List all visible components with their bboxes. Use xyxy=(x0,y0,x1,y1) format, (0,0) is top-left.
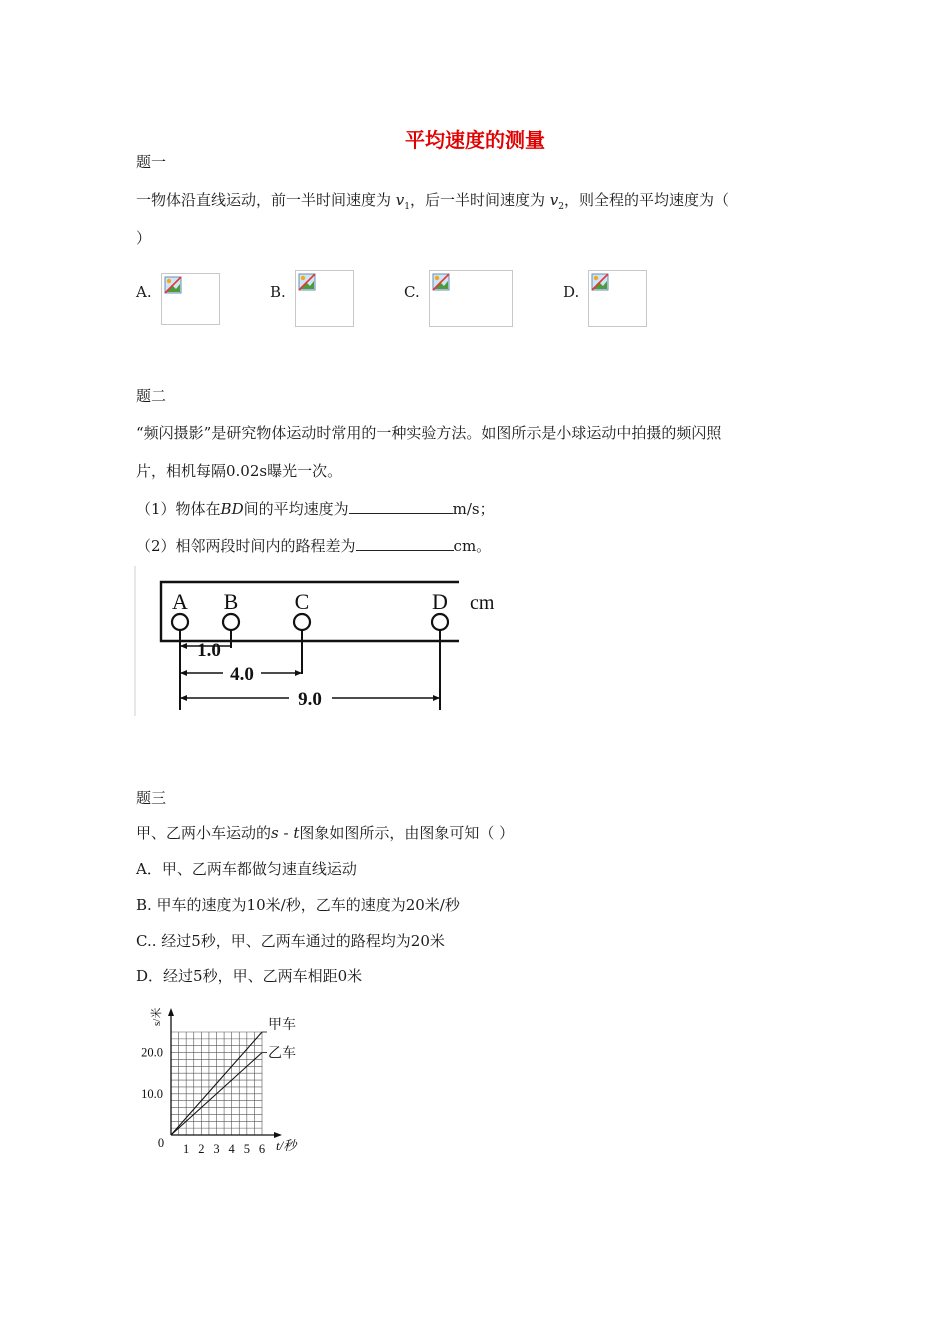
broken-image-icon xyxy=(164,276,182,294)
point-label-b: B xyxy=(223,589,239,614)
point-label-a: A xyxy=(172,589,188,614)
q3-stem-b: 图象如图所示，由图象可知（ ） xyxy=(299,824,515,842)
q2-sub2 xyxy=(136,535,491,556)
point-label-d: D xyxy=(432,589,448,614)
q1-option-a-label: A. xyxy=(136,283,152,301)
q1-option-b-label: B. xyxy=(270,283,286,301)
ball-d xyxy=(432,614,448,630)
y-tick-label: 10.0 xyxy=(141,1086,163,1101)
q1-option-d-label: D. xyxy=(563,283,580,301)
broken-image-icon xyxy=(298,273,316,291)
q2-answer-blank-1[interactable] xyxy=(349,500,453,514)
chart-series xyxy=(171,1032,267,1135)
dim-arrow-ac-left xyxy=(180,670,187,676)
broken-image-icon xyxy=(591,273,609,291)
q2-sub2-unit: cm。 xyxy=(453,537,492,555)
q3-stem-dash: - xyxy=(278,824,294,842)
q2-sub1-post: 间的平均速度为 xyxy=(243,500,349,518)
q1-v1: v xyxy=(395,191,405,209)
q1-stem-a: 一物体沿直线运动，前一半时间速度为 xyxy=(136,191,396,209)
q2-line2: 片，相机每隔0.02s曝光一次。 xyxy=(136,462,343,480)
strobe-photo-figure xyxy=(134,566,504,718)
q2-answer-blank-2[interactable] xyxy=(356,537,454,551)
page-title: 平均速度的测量 xyxy=(405,128,545,152)
q1-v1-sub: 1 xyxy=(404,202,410,212)
q1-stem-end: ） xyxy=(136,229,152,247)
x-tick-label: 4 xyxy=(228,1142,235,1156)
q2-heading: 题二 xyxy=(136,387,167,405)
q2-sub1-unit: m/s； xyxy=(452,500,495,518)
x-tick-label: 1 xyxy=(183,1142,190,1156)
q1-v2: v xyxy=(549,191,559,209)
q3-stem-t: t xyxy=(293,824,300,842)
dim-arrow-ab-left xyxy=(180,643,187,649)
x-axis-label: t/秒 xyxy=(276,1138,297,1153)
q1-option-a-image xyxy=(161,273,220,325)
q3-option-c: C.. 经过5秒，甲、乙两车通过的路程均为20米 xyxy=(136,932,445,950)
q2-sub1 xyxy=(136,498,495,519)
broken-image-icon xyxy=(432,273,450,291)
q3-stem-a: 甲、乙两小车运动的 xyxy=(136,824,272,842)
y-tick-label: 20.0 xyxy=(141,1045,163,1060)
ball-c xyxy=(294,614,310,630)
x-tick-label: 5 xyxy=(243,1142,250,1156)
dim-arrow-ad-right xyxy=(433,695,440,701)
q1-stem-b: ，后一半时间速度为 xyxy=(410,191,550,209)
s-t-chart xyxy=(130,1004,320,1164)
q3-stem-s: s xyxy=(271,824,279,842)
q3-option-a: A．甲、乙两车都做匀速直线运动 xyxy=(136,860,357,878)
point-label-c: C xyxy=(294,589,310,614)
q2-sub1-pre: （1）物体在 xyxy=(136,500,221,518)
x-tick-label: 3 xyxy=(213,1142,220,1156)
x-tick-label: 2 xyxy=(198,1142,205,1156)
q3-stem xyxy=(136,822,514,843)
q2-sub2-pre: （2）相邻两段时间内的路程差为 xyxy=(136,537,356,555)
ruler-frame xyxy=(161,582,459,641)
series-label-2: 乙车 xyxy=(268,1046,296,1062)
q1-option-c-image xyxy=(429,270,513,327)
ball-a xyxy=(172,614,188,630)
origin-label: 0 xyxy=(157,1136,165,1150)
y-axis-label: s/米 xyxy=(151,1007,163,1026)
dim-arrow-ac-right xyxy=(295,670,302,676)
q1-option-c-label: C. xyxy=(404,283,420,301)
q2-line1: “频闪摄影”是研究物体运动时常用的一种实验方法。如图所示是小球运动中拍摄的频闪照 xyxy=(136,424,722,442)
q1-option-d-image xyxy=(588,270,647,327)
q1-stem xyxy=(136,189,729,212)
q3-heading: 题三 xyxy=(136,789,167,807)
dim-label-ad: 9.0 xyxy=(298,689,322,710)
dim-arrow-ad-left xyxy=(180,695,187,701)
q1-v2-sub: 2 xyxy=(558,202,564,212)
ball-b xyxy=(223,614,239,630)
series-label-1: 甲车 xyxy=(268,1018,296,1033)
q1-option-b-image xyxy=(295,270,354,327)
q1-heading: 题一 xyxy=(136,153,167,171)
q2-sub1-var: BD xyxy=(220,500,244,518)
q1-stem-c: ，则全程的平均速度为（ xyxy=(564,191,730,209)
y-axis-arrow xyxy=(168,1008,174,1016)
dim-label-ab: 1.0 xyxy=(197,640,221,661)
q3-option-b: B. 甲车的速度为10米/秒，乙车的速度为20米/秒 xyxy=(136,896,460,914)
unit-label: cm xyxy=(470,592,495,614)
q3-option-d: D．经过5秒，甲、乙两车相距0米 xyxy=(136,967,363,985)
x-tick-label: 6 xyxy=(258,1142,266,1156)
dim-label-ac: 4.0 xyxy=(230,664,254,685)
